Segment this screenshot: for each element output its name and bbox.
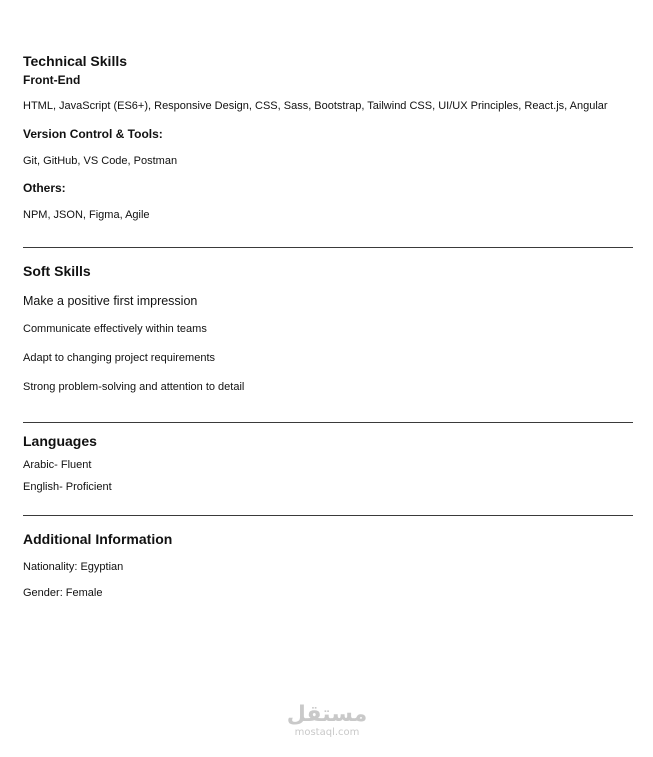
soft-skills-heading: Soft Skills [23, 263, 91, 279]
soft-skill-item: Strong problem-solving and attention to detail [23, 381, 245, 393]
language-item: English- Proficient [23, 481, 112, 493]
others-label: Others: [23, 181, 66, 195]
additional-information-heading: Additional Information [23, 531, 173, 547]
soft-skill-item: Make a positive first impression [23, 294, 198, 308]
gender-text: Gender: Female [23, 587, 103, 599]
section-divider [23, 247, 633, 248]
version-control-label: Version Control & Tools: [23, 127, 163, 141]
mostaql-watermark-logo [282, 703, 372, 739]
watermark-arabic-text: مستقل [286, 702, 368, 727]
section-divider [23, 422, 633, 423]
soft-skill-item: Adapt to changing project requirements [23, 352, 216, 364]
section-divider [23, 515, 633, 516]
soft-skill-item: Communicate effectively within teams [23, 323, 207, 335]
language-item: Arabic- Fluent [23, 459, 92, 471]
nationality-text: Nationality: Egyptian [23, 561, 124, 573]
front-end-skills: HTML, JavaScript (ES6+), Responsive Design, CSS, Sass, Bootstrap, Tailwind CSS, UI/UX Principles, React.js, Angular [23, 100, 608, 112]
version-control-skills: Git, GitHub, VS Code, Postman [23, 155, 178, 167]
languages-heading: Languages [23, 433, 97, 449]
watermark-domain-text: mostaql.com [294, 727, 360, 738]
technical-skills-heading: Technical Skills [23, 53, 128, 69]
front-end-label: Front-End [23, 73, 81, 87]
others-skills: NPM, JSON, Figma, Agile [23, 209, 150, 221]
